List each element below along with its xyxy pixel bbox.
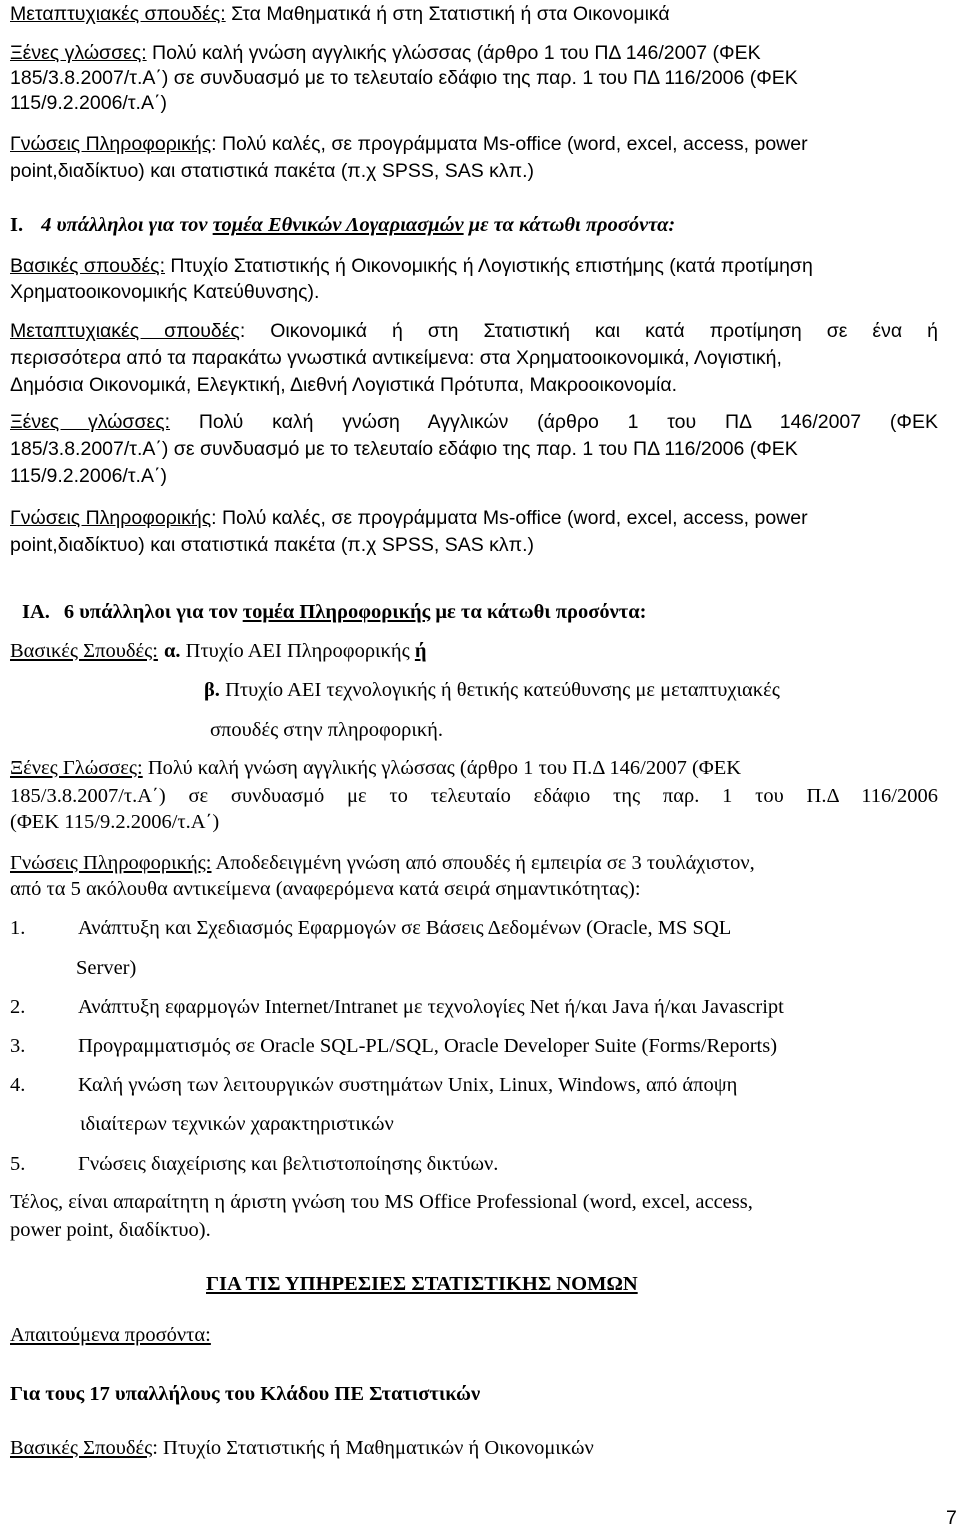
section-i-it-l2: point,διαδίκτυο) και στατιστικά πακέτα (π.χ SPSS, SAS κλπ.) [10, 534, 534, 556]
list-item-text: Καλή γνώση των λειτουργικών συστημάτων Unix, Linux, Windows, από άποψη [78, 1074, 738, 1096]
top-post-studies-label: Μεταπτυχιακές σπουδές: [10, 3, 226, 25]
list-item-number: 4. [10, 1074, 26, 1096]
section-i-basic-l1: Βασικές σπουδές: Πτυχίο Στατιστικής ή Οικονομικής ή Λογιστικής επιστήμης (κατά προτίμηση [10, 255, 813, 277]
section-i-lang-l2: 185/3.8.2007/τ.Α΄) σε συνδυασμό με το τελευταίο εδάφιο της παρ. 1 του ΠΔ 116/2006 (ΦΕΚ [10, 438, 798, 460]
top-it-l1: Γνώσεις Πληροφορικής: Πολύ καλές, σε προγράμματα Ms-office (word, excel, access, power [10, 133, 808, 155]
section-i-lang-l1: Ξένες γλώσσες: Πολύ καλή γνώση Αγγλικών (άρθρο 1 του ΠΔ 146/2007 (ΦΕΚ [10, 411, 938, 433]
statistics-basic-label: Βασικές Σπουδές [10, 1437, 153, 1459]
section-ia-basic-label: Βασικές Σπουδές: [10, 640, 158, 662]
list-item-text: Ανάπτυξη και Σχεδιασμός Εφαρμογών σε Βάσεις Δεδομένων (Oracle, MS SQL [78, 917, 732, 939]
top-lang-l3: 115/9.2.2006/τ.Α΄) [10, 92, 167, 114]
section-i-lang-label: Ξένες γλώσσες: [10, 411, 171, 433]
section-i-basic-l2: Χρηματοοικονομικής Κατεύθυνσης). [10, 281, 320, 303]
section-ia-basic-b-l2: σπουδές στην πληροφορική. [210, 719, 444, 741]
list-item-text: Γνώσεις διαχείρισης και βελτιστοποίησης δικτύων. [78, 1153, 499, 1175]
section-i-heading: Ι. 4 υπάλληλοι για τον τομέα Εθνικών Λογαριασμών με τα κάτωθι προσόντα: [10, 214, 676, 236]
section-ia-basic-a: Βασικές Σπουδές: α. Πτυχίο ΑΕΙ Πληροφορικής ή [10, 640, 427, 662]
section-ia-lang-l1: Ξένες Γλώσσες: Πολύ καλή γνώση αγγλικής γλώσσας (άρθρο 1 του Π.Δ 146/2007 (ΦΕΚ [10, 757, 742, 779]
statistics-service-heading: ΓΙΑ ΤΙΣ ΥΠΗΡΕΣΙΕΣ ΣΤΑΤΙΣΤΙΚΗΣ ΝΟΜΩΝ [206, 1273, 638, 1295]
section-ia-basic-b-l1: β. Πτυχίο ΑΕΙ τεχνολογικής ή θετικής κατεύθυνσης με μεταπτυχιακές [204, 679, 780, 701]
list-item-number: 5. [10, 1153, 26, 1175]
section-ia-lang-label: Ξένες Γλώσσες: [10, 757, 143, 779]
section-ia-it-label: Γνώσεις Πληροφορικής: [10, 852, 212, 874]
list-item-text: Ανάπτυξη εφαρμογών Internet/Intranet με τεχνολογίες Net ή/και Java ή/και Javascript [78, 996, 784, 1018]
section-i-post-label: Μεταπτυχιακές σπουδές [10, 320, 240, 342]
list-item [10, 997, 784, 1018]
for-employees-line: Για τους 17 υπαλλήλους του Κλάδου ΠΕ Στατιστικών [10, 1383, 481, 1405]
section-i-post-l3: Δημόσια Οικονομικά, Ελεγκτική, Διεθνή Λογιστικά Πρότυπα, Μακροοικονομία. [10, 374, 678, 396]
list-item [10, 1075, 737, 1096]
list-item [10, 1154, 498, 1175]
section-i-post-l2: περισσότερα από τα παρακάτω γνωστικά αντικείμενα: στα Χρηματοοικονομικά, Λογιστική, [10, 347, 782, 369]
top-lang-l1: Ξένες γλώσσες: Πολύ καλή γνώση αγγλικής γλώσσας (άρθρο 1 του ΠΔ 146/2007 (ΦΕΚ [10, 42, 761, 64]
section-i-lang-l3: 115/9.2.2006/τ.Α΄) [10, 465, 167, 487]
top-post-studies: Μεταπτυχιακές σπουδές: Στα Μαθηματικά ή στη Στατιστική ή στα Οικονομικά [10, 3, 670, 25]
section-i-it-label: Γνώσεις Πληροφορικής [10, 507, 212, 529]
list-item [10, 1036, 777, 1057]
top-lang-l2: 185/3.8.2007/τ.Α΄) σε συνδυασμό με το τελευταίο εδάφιο της παρ. 1 του ΠΔ 116/2006 (ΦΕΚ [10, 67, 798, 89]
section-ia-it-l2: από τα 5 ακόλουθα αντικείμενα (αναφερόμενα κατά σειρά σημαντικότητας): [10, 878, 641, 900]
list-item-continuation: ιδιαίτερων τεχνικών χαρακτηριστικών [80, 1113, 394, 1135]
list-item [10, 918, 731, 939]
top-it-l2: point,διαδίκτυο) και στατιστικά πακέτα (π.χ SPSS, SAS κλπ.) [10, 160, 534, 182]
list-item-text: Προγραμματισμός σε Oracle SQL-PL/SQL, Oracle Developer Suite (Forms/Reports) [78, 1035, 778, 1057]
list-item-number: 3. [10, 1035, 26, 1057]
closing-l1: Τέλος, είναι απαραίτητη η άριστη γνώση του MS Office Professional (word, excel, access, [10, 1191, 753, 1213]
section-i-post-l1: Μεταπτυχιακές σπουδές: Οικονομικά ή στη Στατιστική και κατά προτίμηση σε ένα ή [10, 320, 938, 342]
section-ia-it-l1: Γνώσεις Πληροφορικής: Αποδεδειγμένη γνώση από σπουδές ή εμπειρία σε 3 τουλάχιστον, [10, 852, 755, 874]
section-ia-lang-l3: (ΦΕΚ 115/9.2.2006/τ.Α΄) [10, 811, 220, 833]
section-i-it-l1: Γνώσεις Πληροφορικής: Πολύ καλές, σε προγράμματα Ms-office (word, excel, access, power [10, 507, 808, 529]
section-ia-heading: ΙΑ. 6 υπάλληλοι για τον τομέα Πληροφορικής με τα κάτωθι προσόντα: [22, 601, 647, 623]
section-ia-lang-l2: 185/3.8.2007/τ.Α΄) σε συνδυασμό με το τελευταίο εδάφιο της παρ. 1 του Π.Δ 116/2006 [10, 785, 938, 807]
top-it-label: Γνώσεις Πληροφορικής [10, 133, 212, 155]
closing-l2: power point, διαδίκτυο). [10, 1219, 211, 1241]
section-i-basic-label: Βασικές σπουδές: [10, 255, 165, 277]
list-item-continuation: Server) [76, 957, 137, 979]
page-number: 7 [946, 1507, 957, 1529]
list-item-number: 2. [10, 996, 26, 1018]
required-qualifications-label: Απαιτούμενα προσόντα: [10, 1324, 211, 1346]
statistics-basic-studies: Βασικές Σπουδές: Πτυχίο Στατιστικής ή Μαθηματικών ή Οικονομικών [10, 1437, 594, 1459]
list-item-number: 1. [10, 917, 26, 939]
top-lang-label: Ξένες γλώσσες: [10, 42, 147, 64]
